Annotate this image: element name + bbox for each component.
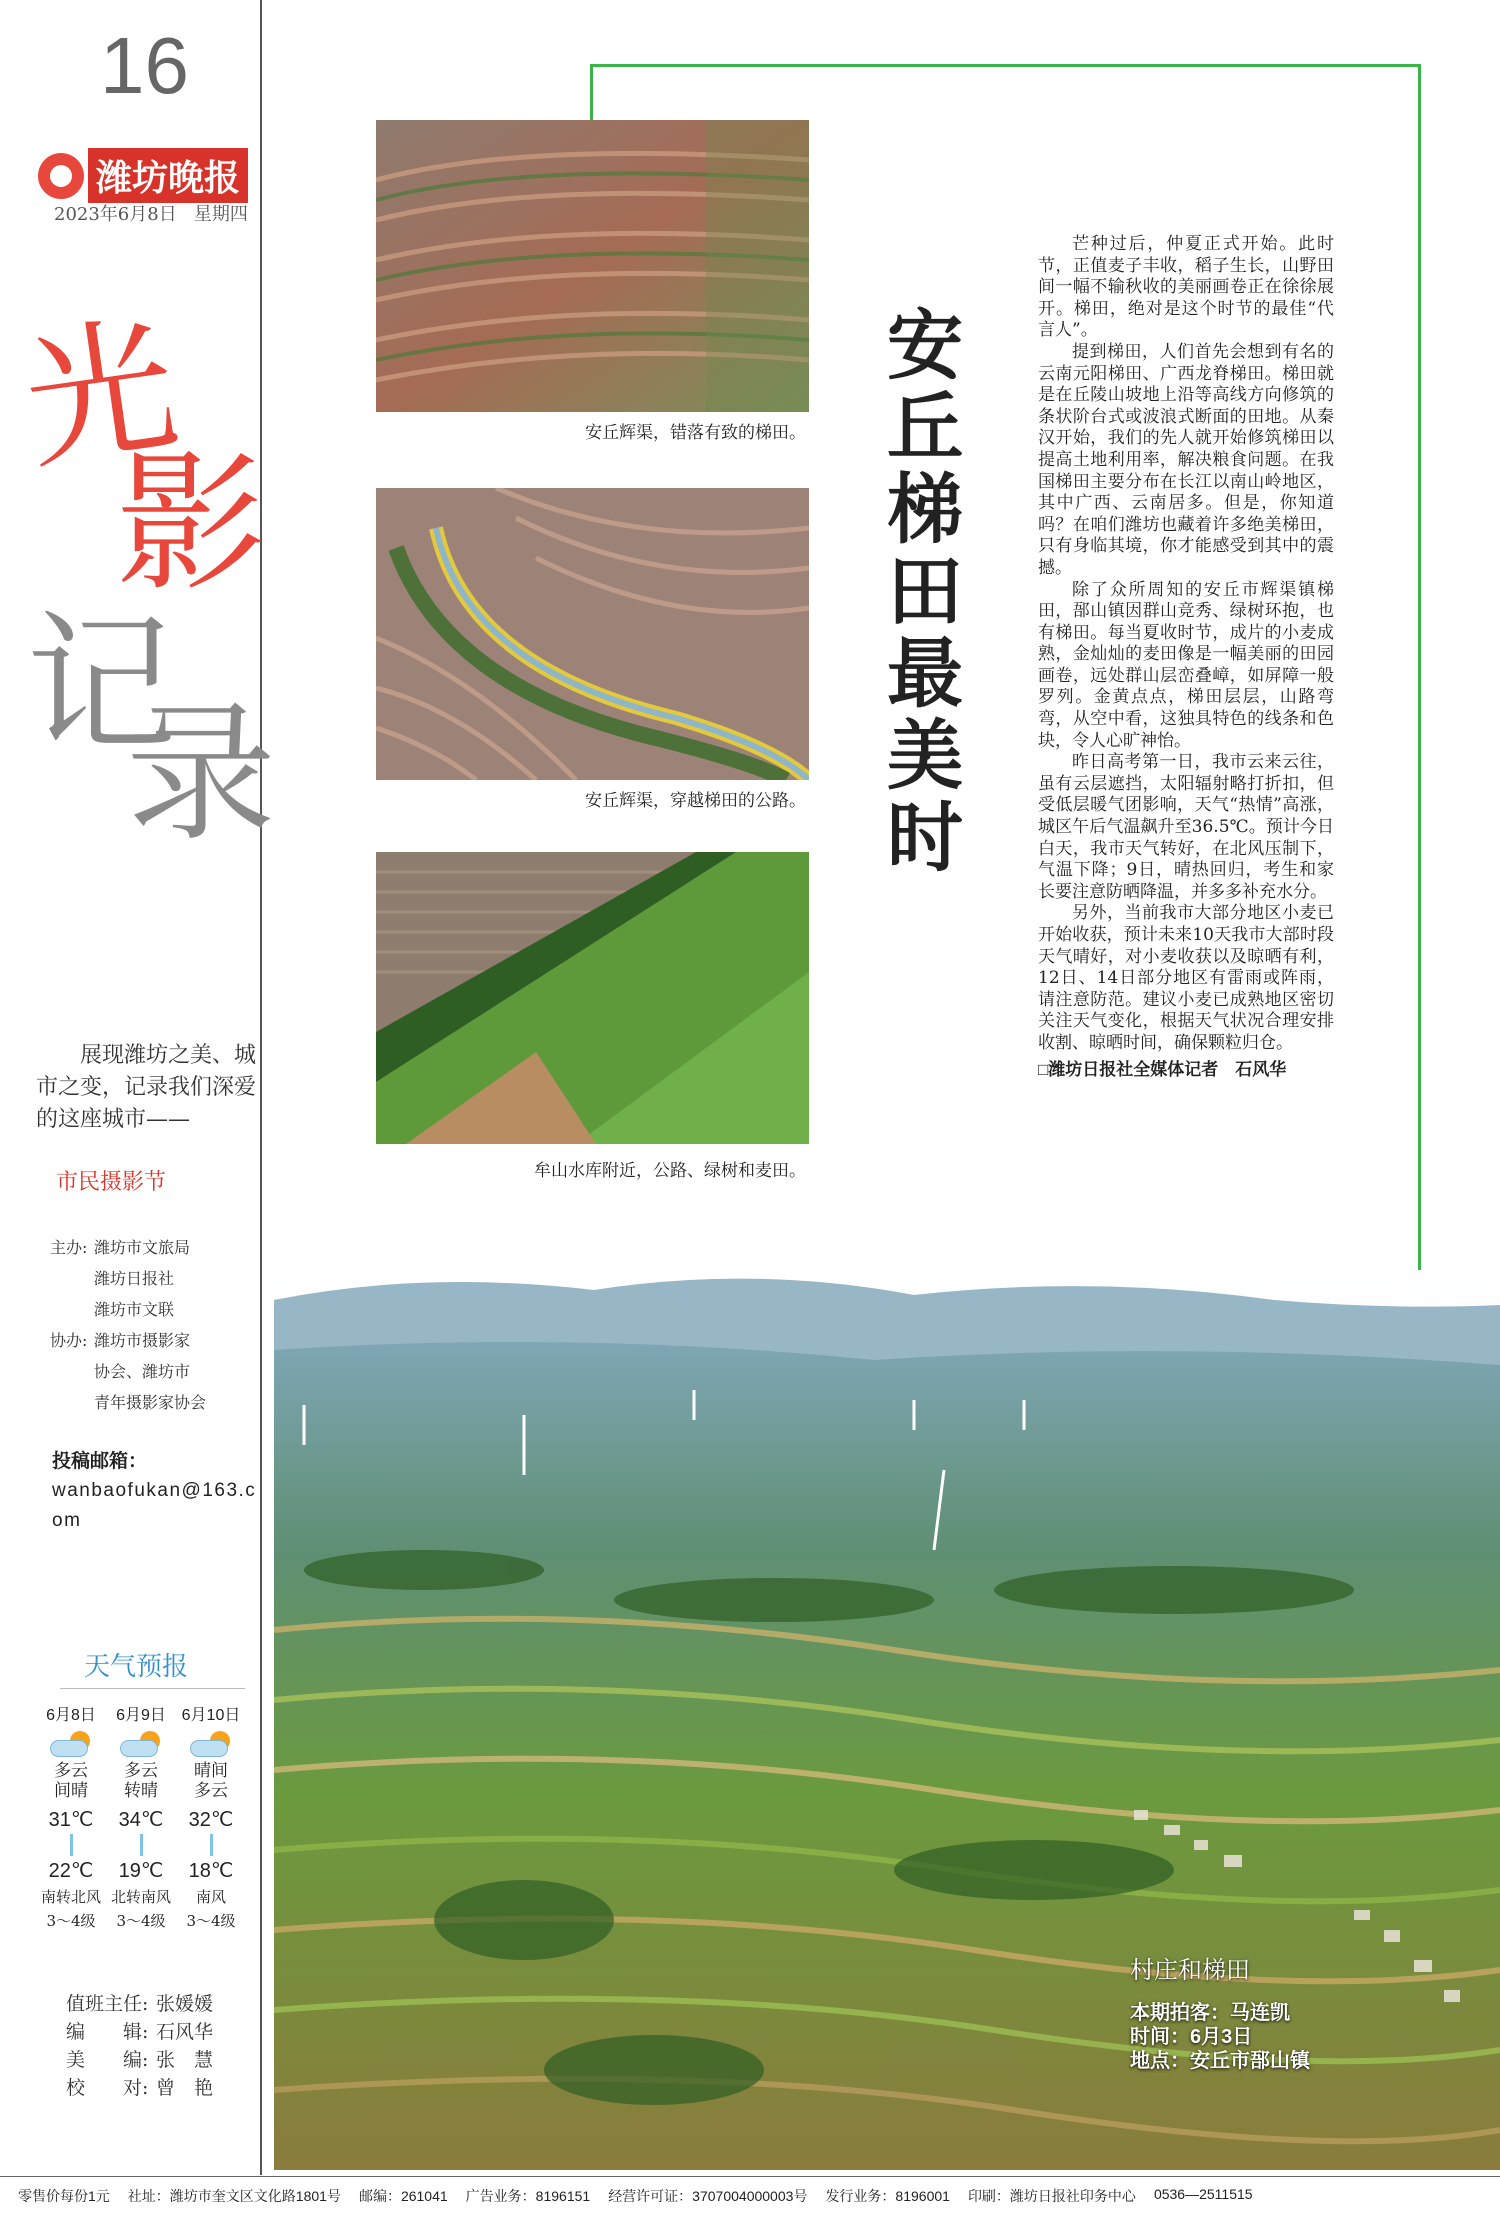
weather-high: 32℃ [188, 1809, 234, 1831]
organizer-row: 协办: 潍坊市摄影家 [50, 1331, 191, 1350]
masthead-logo-icon [38, 153, 84, 199]
date-text: 2023年6月8日 [54, 204, 177, 225]
weather-wind: 南转北风 [40, 1888, 101, 1906]
staff-row: 美 编: 张 慧 [66, 2049, 214, 2071]
partly-cloudy-icon [48, 1731, 94, 1757]
weather-title: 天气预报 [84, 1652, 189, 1682]
partly-cloudy-icon [188, 1731, 234, 1757]
organizer-row: 潍坊日报社 [94, 1269, 175, 1288]
wheat-field-photo [376, 852, 809, 1144]
footer-printer: 印刷：潍坊日报社印务中心 [967, 2188, 1136, 2204]
masthead-logo [38, 148, 248, 203]
article-byline: □潍坊日报社全媒体记者 石风华 [1038, 1059, 1287, 1079]
column-intro: 展现潍坊之美、城市之变，记录我们深爱的这座城市—— [36, 1043, 257, 1132]
page-number: 16 [100, 21, 189, 110]
weather-wind-level: 3～4级 [46, 1912, 96, 1930]
staff-list [66, 1990, 266, 2102]
weather-condition: 多云转晴 [124, 1761, 158, 1801]
terrace-photo-1 [376, 120, 809, 412]
article-paragraph: 芒种过后，仲夏正式开始。此时节，正值麦子丰收，稻子生长，山野田间一幅不输秋收的美丽画卷正在徐徐展开。梯田，绝对是这个时节的最佳“代言人”。 [1038, 234, 1334, 341]
footer-postcode: 邮编：261041 [358, 2188, 448, 2204]
submit-email-label: 投稿邮箱： [52, 1451, 148, 1472]
landscape-hero-photo [274, 1270, 1500, 2170]
column-art-title [14, 298, 277, 960]
article-body [1038, 234, 1334, 1080]
column-divider [260, 0, 262, 2175]
column-intro-highlight: 市民摄影节 [56, 1170, 167, 1195]
staff-row: 编 辑: 石风华 [66, 2021, 214, 2043]
weather-low: 19℃ [118, 1860, 164, 1882]
footer-distribution: 发行业务：8196001 [825, 2188, 950, 2204]
masthead-title: 潍坊晚报 [88, 148, 248, 203]
temperature-bar [140, 1834, 143, 1856]
green-frame-top [590, 64, 1420, 67]
weather-day [108, 1702, 174, 1931]
weather-wind: 南风 [195, 1888, 226, 1906]
column-title-char-1: 光 [14, 298, 188, 492]
staff-row: 值班主任: 张媛媛 [66, 1993, 214, 2015]
publish-date [54, 200, 248, 226]
green-frame-right [1418, 64, 1421, 1314]
photo-caption-1: 安丘辉渠，错落有致的梯田。 [585, 423, 806, 442]
weather-wind-level: 3～4级 [186, 1912, 236, 1930]
weather-low: 18℃ [188, 1860, 234, 1882]
organizer-row: 青年摄影家协会 [94, 1393, 207, 1412]
footer-info [18, 2186, 1498, 2206]
hero-place: 地点：安丘市郚山镇 [1130, 2050, 1310, 2072]
photo-caption-2: 安丘辉渠，穿越梯田的公路。 [585, 791, 806, 810]
footer-license: 经营许可证：3707004000003号 [608, 2188, 808, 2204]
column-title-char-4: 录 [126, 688, 277, 862]
terrace-photo-2 [376, 488, 809, 780]
weather-condition: 多云间晴 [54, 1761, 88, 1801]
temperature-bar [70, 1834, 73, 1856]
green-frame-left [590, 64, 593, 120]
hero-caption: 村庄和梯田 [1130, 1957, 1250, 1984]
column-title-char-2: 影 [116, 438, 267, 612]
article-paragraph: 昨日高考第一日，我市云来云往，虽有云层遮挡，太阳辐射略打折扣，但受低层暖气团影响，天气“热情”高涨，城区午后气温飙升至36.5℃。预计今日白天，我市天气转好，在北风压制下，气温下降；9日，晴热回归，考生和家长要注意防晒降温，并多多补充水分。 [1038, 752, 1334, 902]
weather-wind: 北转南风 [110, 1888, 171, 1906]
footer-price: 零售价每份1元 [18, 2188, 110, 2204]
temperature-bar [210, 1834, 213, 1856]
article-paragraph: 除了众所周知的安丘市辉渠镇梯田，郚山镇因群山竞秀、绿树环抱，也有梯田。每当夏收时节，成片的小麦成熟，金灿灿的麦田像是一幅美丽的田园画卷，远处群山层峦叠嶂，如屏障一般罗列。金黄点点，梯田层层，山路弯弯，从空中看，这独具特色的线条和色块，令人心旷神怡。 [1038, 579, 1334, 751]
staff-row: 校 对: 曾 艳 [66, 2077, 214, 2099]
weekday-text: 星期四 [193, 204, 248, 225]
photo-caption-3: 牟山水库附近，公路、绿树和麦田。 [534, 1161, 806, 1180]
weather-day [38, 1702, 104, 1931]
organizer-row: 主办: 潍坊市文旅局 [50, 1238, 191, 1257]
footer-phone: 0536—2511515 [1153, 2186, 1253, 2202]
partly-cloudy-icon [118, 1731, 164, 1757]
weather-date: 6月9日 [116, 1707, 166, 1724]
organizers-list [50, 1232, 260, 1418]
weather-wind-level: 3～4级 [116, 1912, 166, 1930]
weather-date: 6月8日 [46, 1707, 96, 1724]
weather-day [178, 1702, 244, 1931]
hero-time: 时间：6月3日 [1130, 2026, 1253, 2048]
column-title-char-3: 记 [26, 598, 177, 772]
footer-divider [0, 2176, 1500, 2177]
weather-condition: 晴间多云 [194, 1761, 228, 1801]
organizer-row: 协会、潍坊市 [94, 1362, 191, 1381]
article-headline: 安丘梯田最美时 [887, 301, 963, 882]
article-paragraph: 提到梯田，人们首先会想到有名的云南元阳梯田、广西龙脊梯田。梯田就是在丘陵山坡地上沿等高线方向修筑的条状阶台式或波浪式断面的田地。从秦汉开始，我们的先人就开始修筑梯田以提高土地利用率，解决粮食问题。在我国梯田主要分布在长江以南山岭地区，其中广西、云南居多。但是，你知道吗？在咱们潍坊也藏着许多绝美梯田，只有身临其境，你才能感受到其中的震撼。 [1038, 341, 1334, 578]
weather-date: 6月10日 [181, 1707, 241, 1724]
organizer-row: 潍坊市文联 [94, 1300, 175, 1319]
footer-address: 社址：潍坊市奎文区文化路1801号 [127, 2188, 341, 2204]
weather-high: 34℃ [118, 1809, 164, 1831]
article-paragraph: 另外，当前我市大部分地区小麦已开始收获，预计未来10天我市大部时段天气晴好，对小麦收获以及晾晒有利，12日、14日部分地区有雷雨或阵雨，请注意防范。建议小麦已成熟地区密切关注天气变化，根据天气状况合理安排收割、晾晒时间，确保颗粒归仓。 [1038, 903, 1334, 1053]
submit-email-address[interactable]: wanbaofukan@163.com [52, 1480, 257, 1531]
hero-photographer: 本期拍客：马连凯 [1130, 2002, 1290, 2024]
weather-low: 22℃ [48, 1860, 94, 1882]
weather-divider [60, 1688, 245, 1689]
hero-info [1130, 1950, 1310, 2073]
footer-ads: 广告业务：8196151 [465, 2188, 591, 2204]
weather-high: 31℃ [48, 1809, 94, 1831]
